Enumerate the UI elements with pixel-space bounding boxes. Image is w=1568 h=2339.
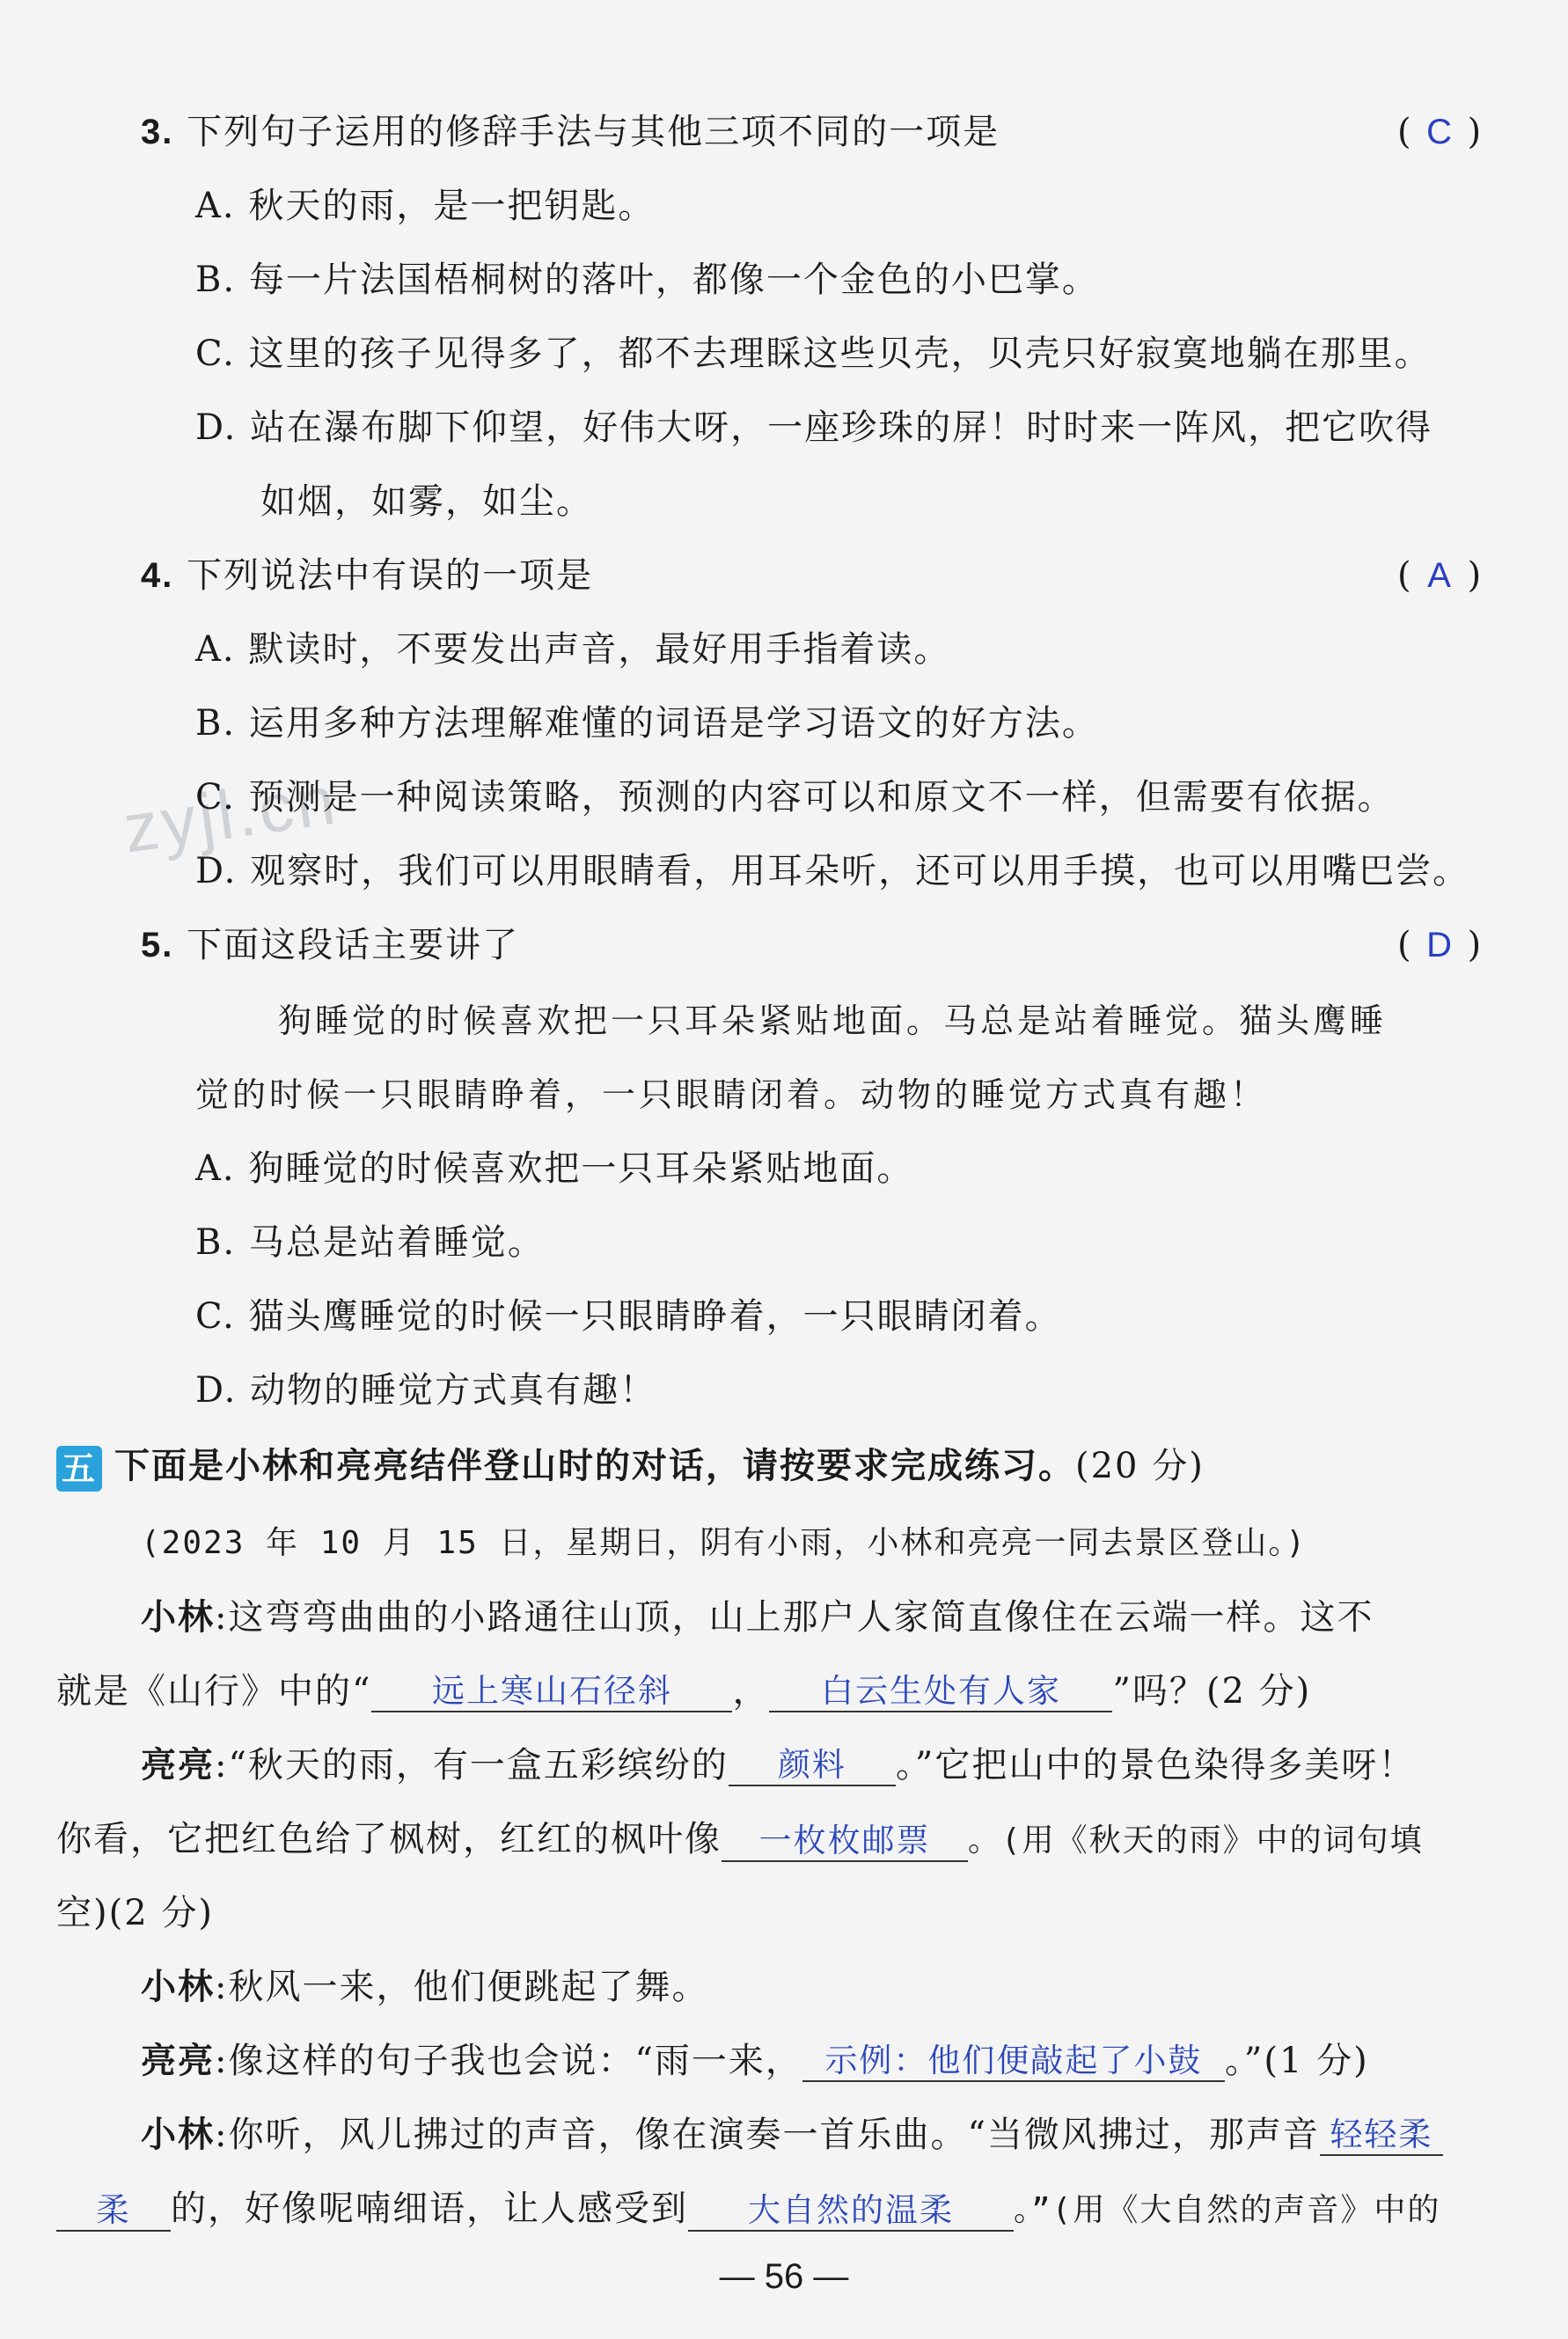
q5-option-a: A. 狗睡觉的时候喜欢把一只耳朵紧贴地面。 bbox=[195, 1148, 914, 1189]
q4-option-a: A. 默读时，不要发出声音，最好用手指着读。 bbox=[195, 629, 951, 670]
dialog-text: ”吗？(2 分) bbox=[1112, 1671, 1312, 1712]
dialog-line-1 bbox=[141, 1596, 1374, 1639]
q4-option-d: D. 观察时，我们可以用眼睛看，用耳朵听，还可以用手摸，也可以用嘴巴尝。 bbox=[195, 851, 1470, 891]
dialog-text: :像这样的句子我也会说：“雨一来， bbox=[215, 2041, 802, 2081]
q5-option-c: C. 猫头鹰睡觉的时候一只眼睛睁着，一只眼睛闭着。 bbox=[195, 1296, 1062, 1337]
speaker-liangliang: 亮亮 bbox=[141, 1745, 215, 1785]
q3-option-d-cont: 如烟，如雾，如尘。 bbox=[260, 481, 593, 522]
dialog-text: :你听，风儿拂过的声音，像在演奏一首乐曲。“当微风拂过，那声音 bbox=[215, 2115, 1320, 2155]
dialog-line-3 bbox=[141, 1744, 1415, 1786]
answer-blank-3: 颜料 bbox=[729, 1746, 896, 1786]
answer-blank-4: 一枚枚邮票 bbox=[722, 1822, 968, 1862]
dialog-text: 就是《山行》中的“ bbox=[56, 1671, 372, 1712]
dialog-line-7 bbox=[141, 2040, 1369, 2082]
dialog-text: 的，好像呢喃细语，让人感受到 bbox=[171, 2189, 688, 2229]
dialog-line-8 bbox=[141, 2114, 1443, 2156]
answer-blank-6-cont: 柔 bbox=[56, 2191, 171, 2232]
dialog-line-5: 空)(2 分) bbox=[56, 1893, 214, 1933]
dialog-text: 。”(1 分) bbox=[1224, 2041, 1369, 2081]
q5-option-d: D. 动物的睡觉方式真有趣！ bbox=[195, 1370, 657, 1411]
q3-option-b: B. 每一片法国梧桐树的落叶，都像一个金色的小巴掌。 bbox=[195, 260, 1099, 300]
q3-option-c: C. 这里的孩子见得多了，都不去理睬这些贝壳，贝壳只好寂寞地躺在那里。 bbox=[195, 334, 1432, 374]
q4-option-c: C. 预测是一种阅读策略，预测的内容可以和原文不一样，但需要有依据。 bbox=[195, 777, 1395, 818]
q3-stem bbox=[141, 111, 1000, 153]
dialog-line-6 bbox=[141, 1966, 708, 2008]
q5-option-b: B. 马总是站着睡觉。 bbox=[195, 1222, 545, 1263]
section5-badge: 五 bbox=[56, 1446, 102, 1492]
watermark: zyjl.cn bbox=[118, 760, 343, 868]
answer-blank-5: 示例：他们便敲起了小鼓 bbox=[802, 2042, 1225, 2082]
section5-heading bbox=[56, 1445, 1205, 1492]
q4-stem-text: 下列说法中有误的一项是 bbox=[187, 555, 594, 596]
q3-option-a: A. 秋天的雨，是一把钥匙。 bbox=[195, 186, 656, 226]
section5-title: 下面是小林和亮亮结伴登山时的对话，请按要求完成练习。 bbox=[114, 1446, 1075, 1486]
section5-score: (20 分) bbox=[1075, 1446, 1205, 1486]
dialog-text: 。”(用《大自然的声音》中的 bbox=[1014, 2192, 1441, 2228]
q3-answer: C bbox=[1426, 113, 1453, 151]
q5-passage-line2: 觉的时候一只眼睛睁着，一只眼睛闭着。动物的睡觉方式真有趣！ bbox=[195, 1075, 1268, 1114]
speaker-liangliang: 亮亮 bbox=[141, 2041, 215, 2081]
dialog-text: ， bbox=[732, 1671, 770, 1712]
q4-number: 4. bbox=[141, 556, 174, 595]
dialog-text: 。”它把山中的景色染得多美呀！ bbox=[895, 1745, 1416, 1785]
answer-blank-1: 远上寒山石径斜 bbox=[371, 1672, 732, 1712]
answer-blank-7: 大自然的温柔 bbox=[688, 2191, 1014, 2232]
q3-stem-text: 下列句子运用的修辞手法与其他三项不同的一项是 bbox=[187, 112, 1000, 152]
dialog-text: :秋风一来，他们便跳起了舞。 bbox=[215, 1967, 709, 2007]
q5-stem-text: 下面这段话主要讲了 bbox=[187, 925, 520, 965]
dialog-line-4 bbox=[56, 1818, 1424, 1862]
dialog-line-2 bbox=[56, 1670, 1311, 1712]
q4-option-b: B. 运用多种方法理解难懂的词语是学习语文的好方法。 bbox=[195, 703, 1099, 744]
page-number: — 56 — bbox=[719, 2257, 849, 2296]
speaker-xiaolin: 小林 bbox=[141, 2115, 215, 2155]
q5-answer: D bbox=[1426, 926, 1453, 964]
dialog-text: 。(用《秋天的雨》中的词句填 bbox=[968, 1822, 1424, 1859]
answer-blank-6: 轻轻柔 bbox=[1320, 2115, 1443, 2156]
dialog-text: :这弯弯曲曲的小路通往山顶，山上那户人家简直像住在云端一样。这不 bbox=[215, 1597, 1374, 1638]
q3-option-d: D. 站在瀑布脚下仰望，好伟大呀，一座珍珠的屏！时时来一阵风，把它吹得 bbox=[195, 407, 1433, 448]
speaker-xiaolin: 小林 bbox=[141, 1597, 215, 1638]
dialog-text: 你看，它把红色给了枫树，红红的枫叶像 bbox=[56, 1819, 722, 1859]
q4-answer-box: ( A ) bbox=[1397, 555, 1482, 596]
q5-number: 5. bbox=[141, 926, 174, 964]
q5-stem bbox=[141, 924, 519, 966]
answer-blank-2: 白云生处有人家 bbox=[769, 1672, 1112, 1712]
speaker-xiaolin: 小林 bbox=[141, 1967, 215, 2007]
q3-answer-box: ( C ) bbox=[1397, 112, 1482, 152]
q3-number: 3. bbox=[141, 113, 174, 151]
q5-passage-line1: 狗睡觉的时候喜欢把一只耳朵紧贴地面。马总是站着睡觉。猫头鹰睡 bbox=[278, 1001, 1388, 1040]
dialog-text: :“秋天的雨，有一盒五彩缤纷的 bbox=[215, 1745, 729, 1785]
q4-answer: A bbox=[1427, 556, 1451, 595]
dialog-line-9 bbox=[56, 2188, 1440, 2232]
q4-stem bbox=[141, 554, 593, 597]
q5-answer-box: ( D ) bbox=[1397, 925, 1482, 965]
section5-context: (2023 年 10 月 15 日，星期日，阴有小雨，小林和亮亮一同去景区登山。) bbox=[141, 1525, 1308, 1561]
